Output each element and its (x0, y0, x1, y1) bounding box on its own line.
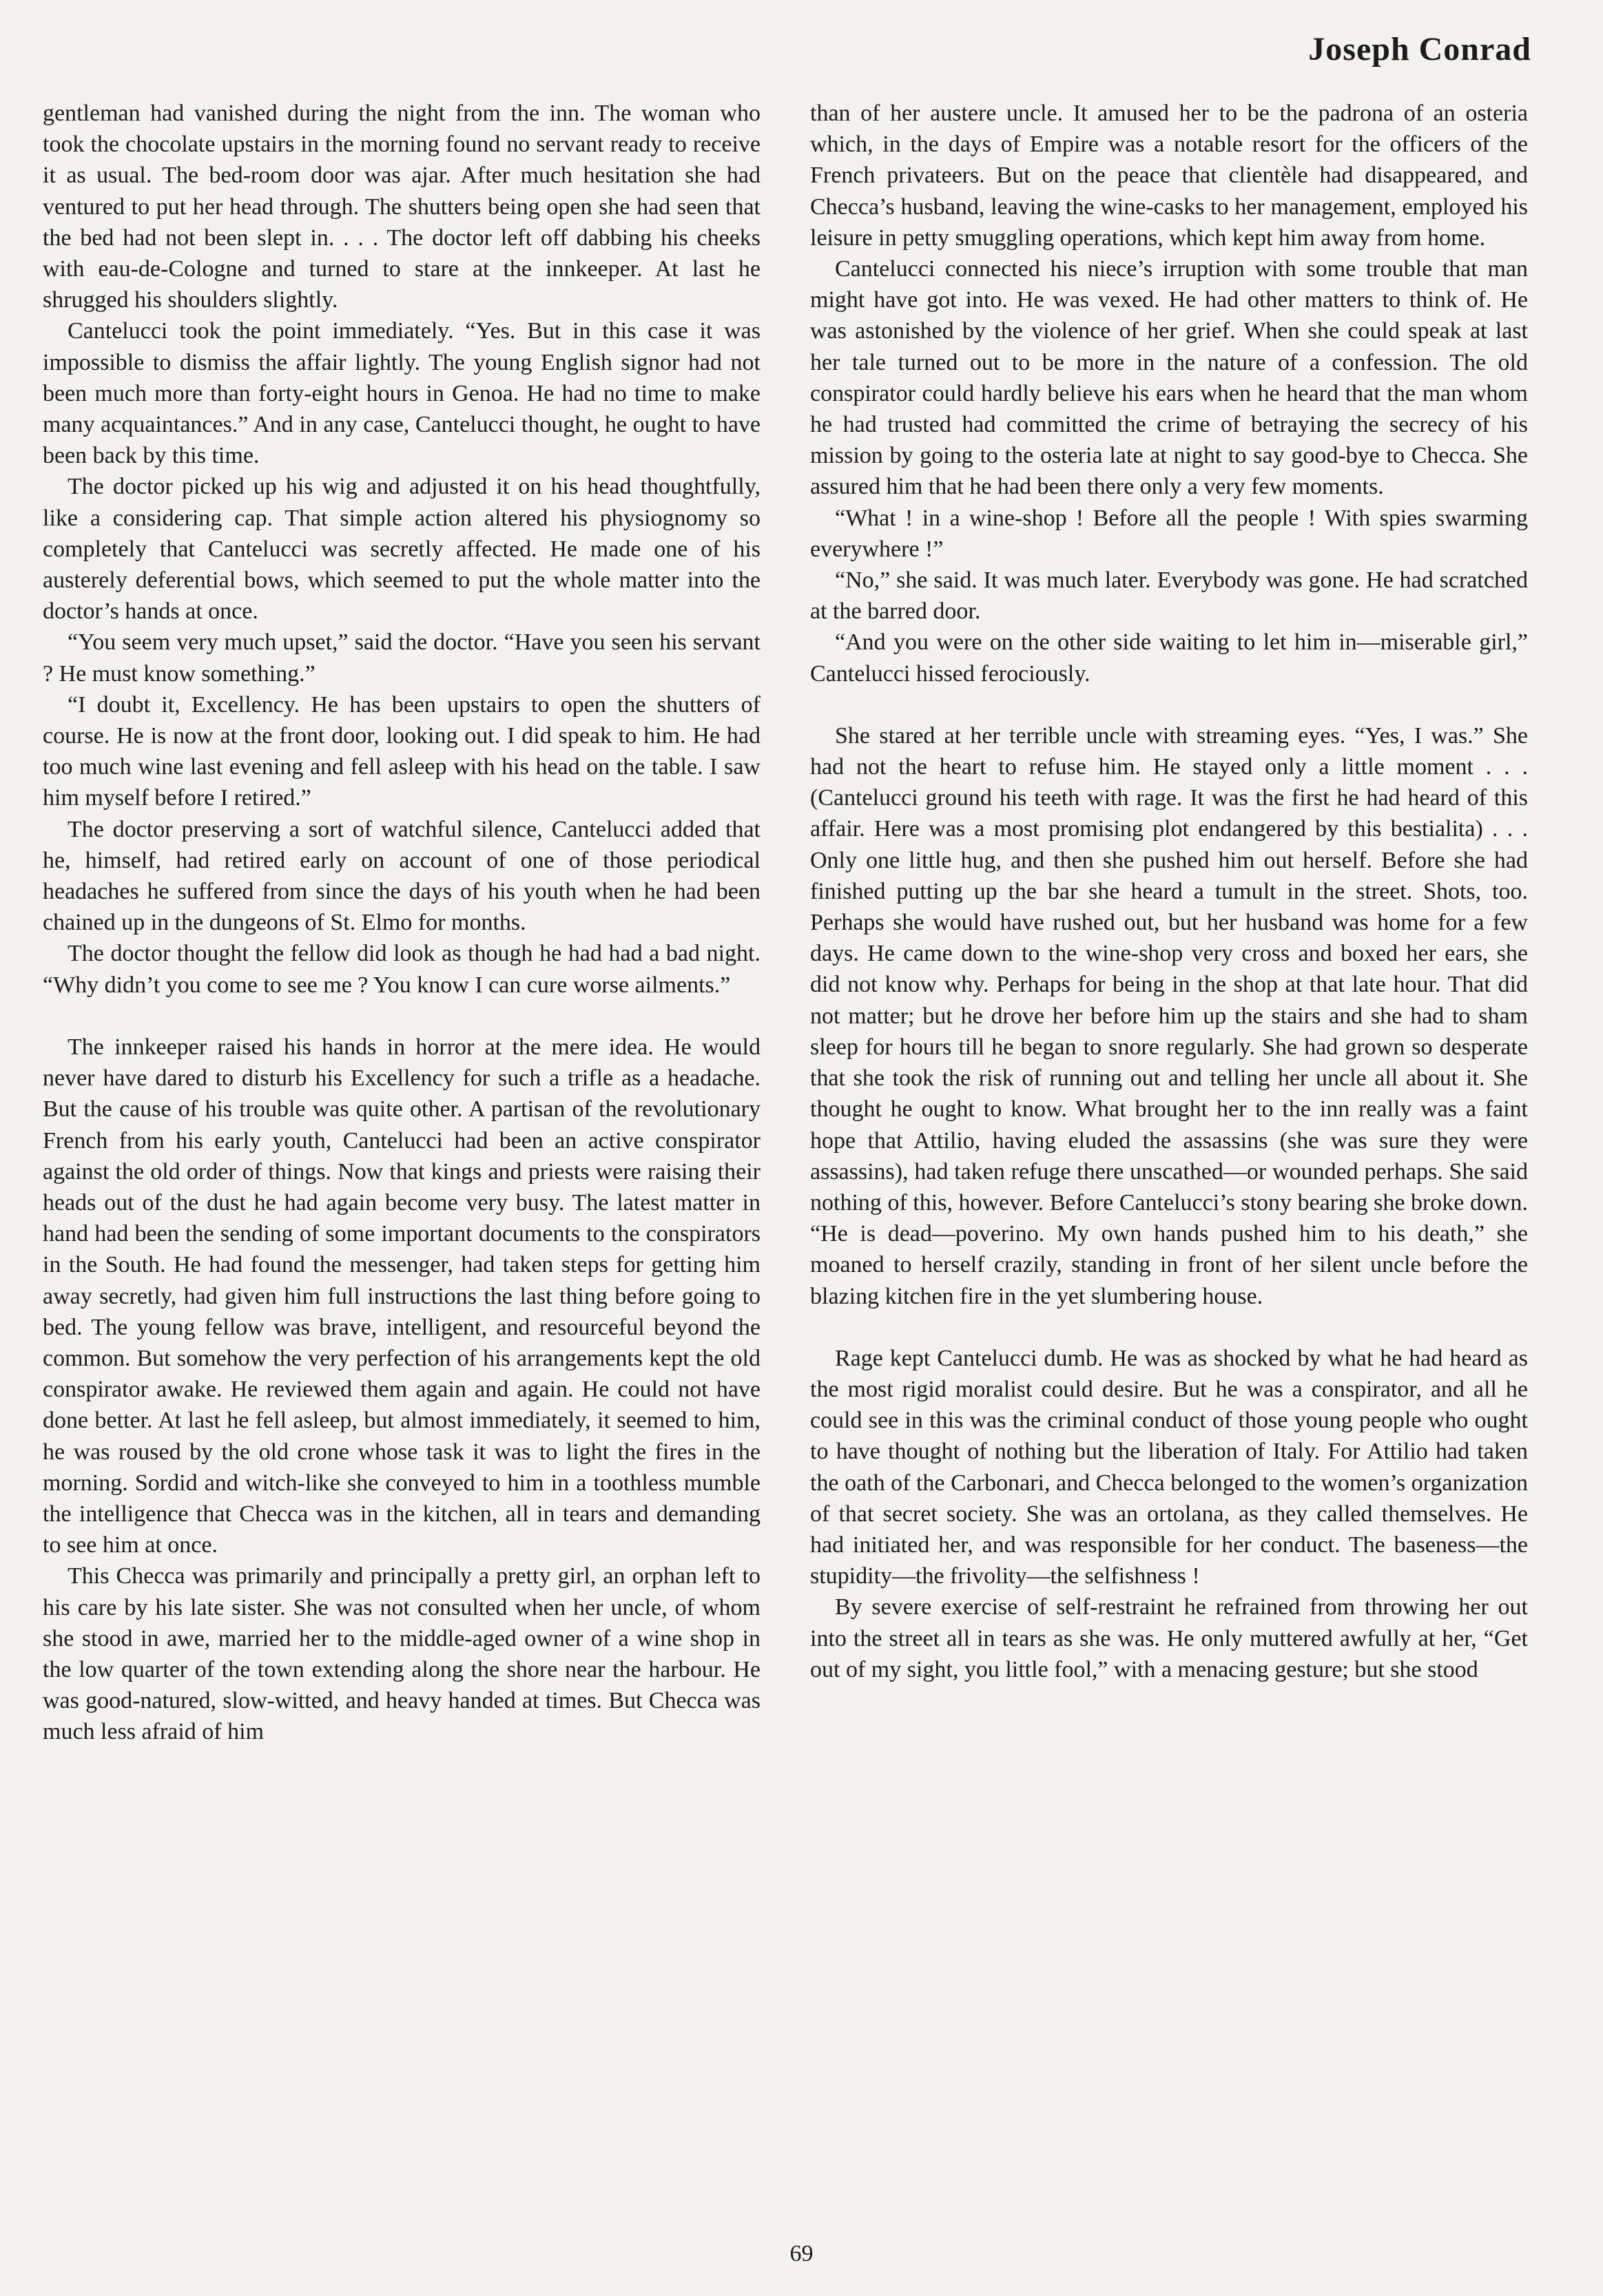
paragraph: Rage kept Cantelucci dumb. He was as shocked by what he had heard as the most rigid moralist could desire. But he was a conspirator, and all he could see in this was the criminal conduct of those young people who ought to have thought of nothing but the liberation of Italy. For Attilio had taken the oath of the Carbonari, and Checca belonged to the women’s organization of that secret society. She was an ortolana, as they called themselves. He had initiated her, and was responsible for her conduct. The baseness—the stupidity—the frivolity—the selfishness ! (810, 1345, 1528, 1589)
paragraph: The doctor preserving a sort of watchful silence, Cantelucci added that he, himself, had retired early on account of one of those periodical headaches he suffered from since the days of his youth when he had been chained up in the dungeons of St. Elmo for months. (43, 816, 761, 936)
paragraph: The doctor picked up his wig and adjusted it on his head thoughtfully, like a considering cap. That simple action altered his physiognomy so completely that Cantelucci was secretly affected. He made one of his austerely deferential bows, which seemed to put the whole matter into the doctor’s hands at once. (43, 474, 761, 625)
paragraph: The doctor thought the fellow did look as though he had had a bad night. “Why didn’t you come to see me ? You know I can cure worse ailments.” (43, 941, 761, 998)
paragraph: Cantelucci took the point immediately. “Yes. But in this case it was impossible to dismiss the affair lightly. The young English signor had not been much more than forty-eight hours in Genoa. He had no time to make many acquaintances.” And in any case, Cantelucci thought, he ought to have been back by this time. (43, 318, 761, 469)
paragraph: “No,” she said. It was much later. Everybody was gone. He had scratched at the barred door. (810, 567, 1528, 625)
left-column (43, 98, 761, 1748)
paragraph: By severe exercise of self-restraint he refrained from throwing her out into the street all in tears as she was. He only muttered awfully at her, “Get out of my sight, you little fool,” with a menacing gesture; but she stood (810, 1594, 1528, 1682)
paragraph: “And you were on the other side waiting to let him in—miserable girl,” Cantelucci hissed ferociously. (810, 629, 1528, 687)
paragraph: than of her austere uncle. It amused her to be the padrona of an osteria which, in the days of Empire was a notable resort for the officers of the French privateers. But on the peace that clientèle had disappeared, and Checca’s husband, leaving the wine-casks to her management, employed his leisure in petty smuggling operations, which kept him away from home. (810, 101, 1528, 251)
right-column (810, 98, 1528, 1685)
paragraph: She stared at her terrible uncle with streaming eyes. “Yes, I was.” She had not the heart to refuse him. He stayed only a little moment . . . (Cantelucci ground his teeth with rage. It was the first he had heard of this affair. Here was a most promising plot endangered by this bestialita) . . . Only one little hug, and then she pushed him out herself. Before she had finished putting up the bar she heard a tumult in the street. Shots, too. Perhaps she would have rushed out, but her husband was home for a few days. He came down to the wine-shop very cross and boxed her ears, she did not know why. Perhaps for being in the shop at that late hour. That did not matter; but he drove her before him up the stairs and she had to sham sleep for hours till he began to snore regularly. She had grown so desperate that she took the risk of running out and telling her uncle all about it. She thought he ought to know. What brought her to the inn really was a faint hope that Attilio, having eluded the assassins (she was sure they were assassins), had taken refuge there unscathed—or wounded perhaps. She said nothing of this, however. Before Cantelucci’s stony bearing she broke down. “He is dead—poverino. My own hands pushed him to his death,” she moaned to herself crazily, standing in front of her silent uncle before the blazing kitchen fire in the yet slumbering house. (810, 722, 1528, 1309)
paragraph: gentleman had vanished during the night from the inn. The woman who took the chocolate upstairs in the morning found no servant ready to receive it as usual. The bed-room door was ajar. After much hesitation she had ventured to put her head through. The shutters being open she had seen that the bed had not been slept in. . . . The doctor left off dabbing his cheeks with eau-de-Cologne and turned to stare at the innkeeper. At last he shrugged his shoulders slightly. (43, 101, 761, 313)
paragraph: “You seem very much upset,” said the doctor. “Have you seen his servant ? He must know something.” (43, 629, 761, 687)
paragraph: “What ! in a wine-shop ! Before all the people ! With spies swarming everywhere !” (810, 505, 1528, 562)
paragraph: Cantelucci connected his niece’s irruption with some trouble that man might have got into. He was vexed. He had other matters to think of. He was astonished by the violence of her grief. When she could speak at last her tale turned out to be more in the nature of a confession. The old conspirator could hardly believe his ears when he heard that the man whom he had trusted had committed the crime of betraying the secrecy of his mission by going to the osteria late at night to say good-bye to Checca. She assured him that he had been there only a very few moments. (810, 256, 1528, 500)
paragraph: This Checca was primarily and principally a pretty girl, an orphan left to his care by his late sister. She was not consulted when her uncle, of whom she stood in awe, married her to the middle-aged owner of a wine shop in the low quarter of the town extending along the shore near the harbour. He was good-natured, slow-witted, and heavy handed at times. But Checca was much less afraid of him (43, 1563, 761, 1745)
paragraph: “I doubt it, Excellency. He has been upstairs to open the shutters of course. He is now at the front door, looking out. I did speak to him. He had too much wine last evening and fell asleep with his head on the table. I saw him myself before I retired.” (43, 691, 761, 811)
page-number: 69 (789, 2241, 814, 2266)
running-head: Joseph Conrad (1308, 31, 1531, 67)
paragraph: The innkeeper raised his hands in horror at the mere idea. He would never have dared to disturb his Excellency for such a trifle as a headache. But the cause of his trouble was quite other. A partisan of the revolutionary French from his early youth, Cantelucci had been an active conspirator against the old order of things. Now that kings and priests were raising their heads out of the dust he had again become very busy. The latest matter in hand had been the sending of some important documents to the conspirators in the South. He had found the messenger, had taken steps for getting him away secretly, had given him full instructions the last thing before going to bed. The young fellow was brave, intelligent, and resourceful beyond the common. But somehow the very perfection of his arrangements kept the old conspirator awake. He reviewed them again and again. He could not have done better. At last he fell asleep, but almost immediately, it seemed to him, he was roused by the old crone whose task it was to light the fires in the morning. Sordid and witch-like she conveyed to him in a toothless mumble the intelligence that Checca was in the kitchen, all in tears and demanding to see him at once. (43, 1034, 761, 1558)
